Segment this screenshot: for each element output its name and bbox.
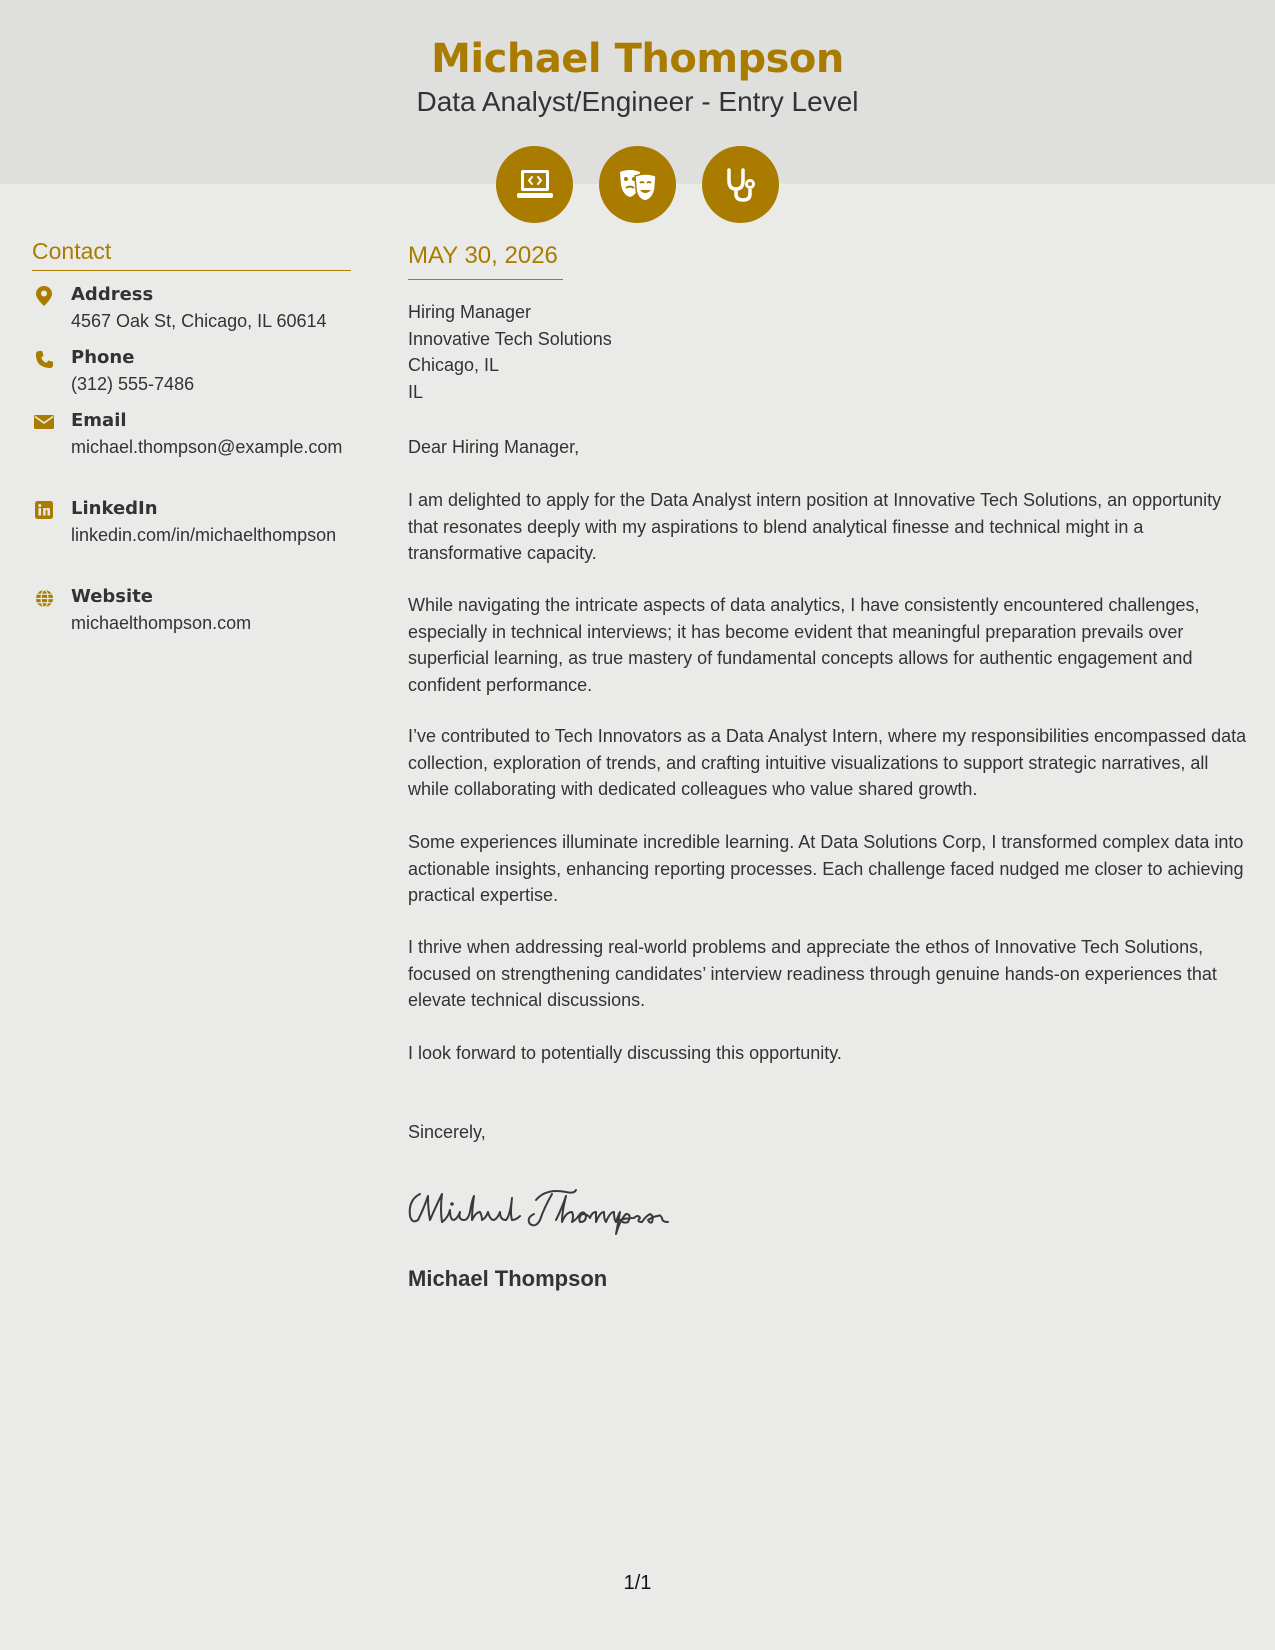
body-paragraph: While navigating the intricate aspects of data analytics, I have consistently encountered challenges, especially in technical interviews; it has become evident that meaningful preparation prevails over superficial learning, as true mastery of fundamental concepts allows for authentic engagement and confident performance. <box>408 595 1200 695</box>
job-title: Data Analyst/Engineer - Entry Level <box>416 86 859 117</box>
stethoscope-icon <box>702 146 779 223</box>
phone-value: (312) 555-7486 <box>71 374 195 394</box>
recipient-line: Chicago, IL <box>408 355 500 375</box>
signer-name: Michael Thompson <box>408 1266 608 1291</box>
linkedin-icon <box>32 498 56 522</box>
globe-icon <box>32 586 56 610</box>
contact-label: Address <box>71 284 154 305</box>
laptop-code-icon <box>496 146 573 223</box>
contact-label: Website <box>71 586 154 607</box>
handwritten-signature <box>406 1180 674 1241</box>
map-pin-icon <box>32 284 56 308</box>
contact-divider <box>32 270 351 271</box>
body-paragraph: I am delighted to apply for the Data Analyst intern position at Innovative Tech Solutions, an opportunity that resonates deeply with my aspirations to blend analytical finesse and technical might in a transformative capacity. <box>408 490 1222 563</box>
contact-heading: Contact <box>32 238 112 264</box>
recipient-line: Hiring Manager <box>408 302 532 322</box>
body-paragraph: I look forward to potentially discussing this opportunity. <box>408 1043 842 1063</box>
applicant-name: Michael Thompson <box>431 36 844 82</box>
page-number: 1/1 <box>623 1572 652 1594</box>
body-paragraph: I’ve contributed to Tech Innovators as a Data Analyst Intern, where my responsibilities encompassed data collection, exploration of trends, and crafting intuitive visualizations to support strategic narratives, all while collaborating with dedicated colleagues who value shared growth. <box>408 726 1247 799</box>
closing: Sincerely, <box>408 1122 486 1142</box>
phone-icon <box>32 347 56 371</box>
salutation: Dear Hiring Manager, <box>408 437 580 457</box>
date-divider <box>408 279 563 280</box>
address-value: 4567 Oak St, Chicago, IL 60614 <box>71 311 327 331</box>
body-paragraph: I thrive when addressing real-world problems and appreciate the ethos of Innovative Tech Solutions, focused on strengthening candidates’ interview readiness through genuine hands-on experiences that elevate technical discussions. <box>408 937 1217 1010</box>
recipient-line: Innovative Tech Solutions <box>408 329 612 349</box>
body-paragraph: Some experiences illuminate incredible learning. At Data Solutions Corp, I transformed complex data into actionable insights, enhancing reporting processes. Each challenge faced nudged me closer to achieving practical expertise. <box>408 832 1244 905</box>
contact-label: LinkedIn <box>71 498 158 519</box>
email-value[interactable]: michael.thompson@example.com <box>71 437 343 457</box>
contact-label: Phone <box>71 347 135 368</box>
letter-date: MAY 30, 2026 <box>408 242 558 269</box>
contact-label: Email <box>71 410 127 431</box>
recipient-line: IL <box>408 382 424 402</box>
envelope-icon <box>32 410 56 434</box>
website-value[interactable]: michaelthompson.com <box>71 613 252 633</box>
linkedin-value[interactable]: linkedin.com/in/michaelthompson <box>71 525 337 545</box>
theater-masks-icon <box>599 146 676 223</box>
